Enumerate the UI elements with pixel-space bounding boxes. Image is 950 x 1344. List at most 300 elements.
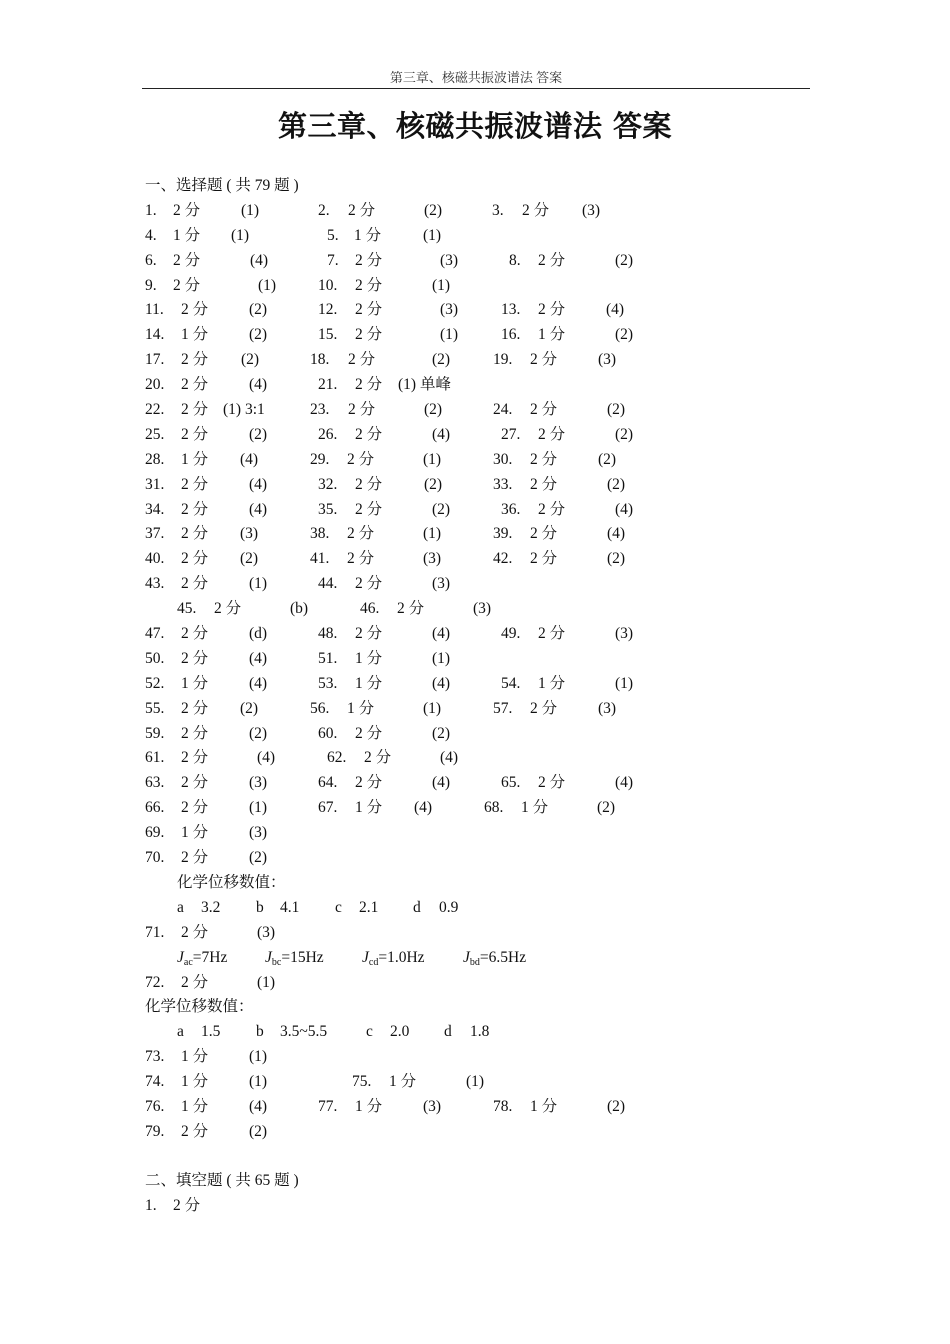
section-spacer <box>145 1146 825 1171</box>
q-points: 2 分 <box>173 276 201 294</box>
q-number: 54. <box>501 674 521 692</box>
q-number: 50. <box>145 649 165 667</box>
q-answer: (4) <box>432 774 451 792</box>
q-number: 70. <box>145 849 165 867</box>
q-answer: (b) <box>290 600 309 618</box>
q-answer: (2) <box>615 425 634 443</box>
q-points: 2 分 <box>355 724 383 742</box>
q-answer: (4) <box>432 425 451 443</box>
shift-value: 2.0 <box>390 1023 410 1041</box>
q-points: 2 分 <box>538 500 566 518</box>
q-points: 2 分 <box>397 600 425 618</box>
shift-key: b <box>256 1023 264 1041</box>
q-answer: (2) <box>240 550 259 568</box>
q-answer: (1) <box>257 973 276 991</box>
q-number: 53. <box>318 674 338 692</box>
q-number: 12. <box>318 301 338 319</box>
q-number: 39. <box>493 525 513 543</box>
q-number: 41. <box>310 550 330 568</box>
q-number: 32. <box>318 475 338 493</box>
q-answer: (3) <box>423 1097 442 1115</box>
q-points: 2 分 <box>530 525 558 543</box>
shift-value: 4.1 <box>280 898 300 916</box>
q-answer: (2) <box>249 1122 268 1140</box>
q-answer: (4) <box>249 649 268 667</box>
q-points: 2 分 <box>348 201 376 219</box>
q-number: 44. <box>318 575 338 593</box>
q-points: 2 分 <box>181 500 209 518</box>
q-answer: (2) <box>249 425 268 443</box>
chemical-shift-label-line <box>145 996 825 1021</box>
q-answer: (3) <box>257 923 276 941</box>
q-answer: (1) <box>615 674 634 692</box>
q-number: 21. <box>318 376 338 394</box>
q-points: 1 分 <box>355 1097 383 1115</box>
chemical-shift-label-line <box>145 872 825 897</box>
section-heading-line <box>145 1170 825 1195</box>
q-points: 2 分 <box>181 550 209 568</box>
q-answer: (1) <box>423 226 442 244</box>
q-points: 1 分 <box>355 799 383 817</box>
q-points: 2 分 <box>181 649 209 667</box>
q-answer: (2) <box>432 351 451 369</box>
answer-row <box>145 424 825 449</box>
q-answer: (1) <box>249 799 268 817</box>
answer-row <box>145 822 825 847</box>
answer-row <box>145 200 825 225</box>
q-number: 56. <box>310 699 330 717</box>
q-answer: (4) <box>249 376 268 394</box>
q-answer: (4) <box>257 749 276 767</box>
q-answer: (1) <box>432 649 451 667</box>
q-answer: (2) <box>249 849 268 867</box>
q-points: 1 分 <box>354 226 382 244</box>
q-points: 2 分 <box>181 475 209 493</box>
q-points: 2 分 <box>530 401 558 419</box>
q-answer: (3) <box>432 575 451 593</box>
q-points: 2 分 <box>364 749 392 767</box>
answer-row <box>145 698 825 723</box>
answer-row <box>145 548 825 573</box>
q-number: 57. <box>493 699 513 717</box>
answer-row <box>145 1195 825 1220</box>
q-points: 2 分 <box>181 699 209 717</box>
q-answer: (2) <box>424 475 443 493</box>
shift-key: b <box>256 898 264 916</box>
q-answer: (1) <box>231 226 250 244</box>
q-points: 2 分 <box>538 301 566 319</box>
q-points: 2 分 <box>538 425 566 443</box>
q-points: 2 分 <box>348 401 376 419</box>
q-answer: (3) <box>440 301 459 319</box>
q-points: 2 分 <box>530 475 558 493</box>
q-number: 3. <box>492 201 504 219</box>
q-number: 55. <box>145 699 165 717</box>
q-answer: (4) <box>440 749 459 767</box>
q-number: 47. <box>145 625 165 643</box>
coupling-constants <box>145 947 825 972</box>
q-answer: (3) <box>249 824 268 842</box>
q-number: 62. <box>327 749 347 767</box>
q-points: 2 分 <box>355 251 383 269</box>
q-number: 64. <box>318 774 338 792</box>
q-points: 2 分 <box>181 749 209 767</box>
answer-row <box>145 972 825 997</box>
q-points: 1 分 <box>355 674 383 692</box>
q-number: 2. <box>318 201 330 219</box>
q-number: 16. <box>501 326 521 344</box>
q-answer: (3) <box>582 201 601 219</box>
q-number: 23. <box>310 401 330 419</box>
q-points: 2 分 <box>355 475 383 493</box>
q-number: 28. <box>145 450 165 468</box>
q-answer: (3) <box>615 625 634 643</box>
q-points: 1 分 <box>538 326 566 344</box>
q-answer: (2) <box>424 201 443 219</box>
q-points: 1 分 <box>181 824 209 842</box>
q-points: 2 分 <box>538 251 566 269</box>
answer-row <box>145 648 825 673</box>
q-points: 1 分 <box>181 1048 209 1066</box>
shift-key: c <box>366 1023 373 1041</box>
q-number: 19. <box>493 351 513 369</box>
q-number: 77. <box>318 1097 338 1115</box>
q-number: 37. <box>145 525 165 543</box>
q-number: 6. <box>145 251 157 269</box>
q-points: 2 分 <box>355 500 383 518</box>
q-number: 38. <box>310 525 330 543</box>
q-answer: (3) <box>473 600 492 618</box>
q-answer: (1) <box>249 1073 268 1091</box>
answer-row <box>145 275 825 300</box>
q-answer: (2) <box>240 699 259 717</box>
q-number: 36. <box>501 500 521 518</box>
answer-row <box>145 723 825 748</box>
shift-key: d <box>444 1023 452 1041</box>
q-answer: (2) <box>424 401 443 419</box>
q-number: 13. <box>501 301 521 319</box>
q-number: 43. <box>145 575 165 593</box>
q-number: 26. <box>318 425 338 443</box>
q-answer: (4) <box>250 251 269 269</box>
q-points: 2 分 <box>173 201 201 219</box>
q-points: 2 分 <box>181 799 209 817</box>
coupling-constant: $J_{bc}=15Hz$ <box>265 948 324 968</box>
q-answer: (1) <box>466 1073 485 1091</box>
q-answer: (3) <box>249 774 268 792</box>
section-title: 一、选择题 ( 共 79 题 ) <box>145 177 299 194</box>
q-number: 46. <box>360 600 380 618</box>
q-number: 10. <box>318 276 338 294</box>
q-number: 17. <box>145 351 165 369</box>
q-points: 2 分 <box>348 351 376 369</box>
q-points: 2 分 <box>181 849 209 867</box>
q-number: 33. <box>493 475 513 493</box>
coupling-constant: $J_{ac}=7Hz$ <box>177 948 228 968</box>
coupling-constant: $J_{cd}=1.0Hz$ <box>362 948 425 968</box>
q-points: 2 分 <box>355 625 383 643</box>
q-points: 2 分 <box>355 425 383 443</box>
answer-row <box>145 598 825 623</box>
q-number: 66. <box>145 799 165 817</box>
answer-row <box>145 349 825 374</box>
q-number: 68. <box>484 799 504 817</box>
q-number: 27. <box>501 425 521 443</box>
q-points: 1 分 <box>347 699 375 717</box>
q-number: 69. <box>145 824 165 842</box>
q-points: 1 分 <box>389 1073 417 1091</box>
q-answer: (2) <box>607 550 626 568</box>
q-number: 72. <box>145 973 165 991</box>
answer-list <box>145 175 825 1220</box>
q-points: 2 分 <box>173 251 201 269</box>
q-answer: (1) <box>249 575 268 593</box>
answer-row <box>145 623 825 648</box>
q-number: 76. <box>145 1097 165 1115</box>
q-number: 11. <box>145 301 164 319</box>
q-answer: (1) <box>423 525 442 543</box>
q-number: 49. <box>501 625 521 643</box>
q-points: 2 分 <box>347 525 375 543</box>
q-number: 59. <box>145 724 165 742</box>
q-answer: (1) <box>241 201 260 219</box>
q-points: 1 分 <box>173 226 201 244</box>
q-points: 1 分 <box>181 674 209 692</box>
q-points: 2 分 <box>538 774 566 792</box>
q-answer: (1) <box>423 450 442 468</box>
q-answer: (2) <box>249 301 268 319</box>
q-number: 5. <box>327 226 339 244</box>
q-number: 14. <box>145 326 165 344</box>
answer-row <box>145 1121 825 1146</box>
q-answer: (d) <box>249 625 268 643</box>
shift-value: 3.2 <box>201 898 221 916</box>
q-points: 2 分 <box>355 774 383 792</box>
answer-row <box>145 573 825 598</box>
q-number: 61. <box>145 749 165 767</box>
q-points: 2 分 <box>355 276 383 294</box>
chemical-shift-label: 化学位移数值： <box>145 998 254 1016</box>
answer-row <box>145 747 825 772</box>
q-answer: (1) <box>249 1048 268 1066</box>
q-points: 1 分 <box>355 649 383 667</box>
q-points: 1 分 <box>521 799 549 817</box>
q-number: 71. <box>145 923 165 941</box>
q-number: 1. <box>145 201 157 219</box>
answer-row <box>145 399 825 424</box>
q-number: 34. <box>145 500 165 518</box>
q-points: 2 分 <box>181 351 209 369</box>
q-answer: (2) <box>598 450 617 468</box>
q-answer: (4) <box>414 799 433 817</box>
q-number: 22. <box>145 401 165 419</box>
q-answer: (1) <box>258 276 277 294</box>
q-points: 2 分 <box>355 301 383 319</box>
answer-row <box>145 299 825 324</box>
q-answer: (1) 3:1 <box>223 401 265 419</box>
q-answer: (2) <box>607 401 626 419</box>
answer-row <box>145 474 825 499</box>
answer-row <box>145 225 825 250</box>
q-answer: (3) <box>440 251 459 269</box>
q-points: 2 分 <box>355 326 383 344</box>
answer-row <box>145 1096 825 1121</box>
q-points: 2 分 <box>181 1122 209 1140</box>
q-answer: (2) <box>597 799 616 817</box>
q-number: 31. <box>145 475 165 493</box>
q-number: 78. <box>493 1097 513 1115</box>
q-points: 2 分 <box>530 450 558 468</box>
q-points: 2 分 <box>181 376 209 394</box>
q-number: 45. <box>177 600 197 618</box>
shift-value: 1.8 <box>470 1023 490 1041</box>
shift-value: 2.1 <box>359 898 379 916</box>
q-points: 2 分 <box>522 201 550 219</box>
q-answer: (4) <box>432 674 451 692</box>
answer-row <box>145 922 825 947</box>
q-number: 15. <box>318 326 338 344</box>
q-points: 2 分 <box>181 425 209 443</box>
q-number: 1. <box>145 1197 157 1215</box>
q-answer: (2) <box>607 1097 626 1115</box>
section-title: 二、填空题 ( 共 65 题 ) <box>145 1172 299 1190</box>
q-points: 2 分 <box>530 351 558 369</box>
chemical-shift-values <box>145 1021 825 1046</box>
shift-value: 1.5 <box>201 1023 221 1041</box>
q-answer: (4) <box>249 500 268 518</box>
q-points: 2 分 <box>181 973 209 991</box>
q-points: 2 分 <box>181 774 209 792</box>
q-answer: (4) <box>607 525 626 543</box>
answer-row <box>145 523 825 548</box>
q-number: 18. <box>310 351 330 369</box>
shift-key: a <box>177 1023 184 1041</box>
shift-key: c <box>335 898 342 916</box>
q-answer: (4) <box>606 301 625 319</box>
answer-row <box>145 1071 825 1096</box>
answer-row <box>145 250 825 275</box>
q-number: 35. <box>318 500 338 518</box>
q-points: 1 分 <box>181 1073 209 1091</box>
q-answer: (4) <box>249 475 268 493</box>
answer-row <box>145 673 825 698</box>
q-number: 30. <box>493 450 513 468</box>
q-number: 25. <box>145 425 165 443</box>
q-points: 1 分 <box>181 450 209 468</box>
header-divider <box>142 88 810 89</box>
page-title: 第三章、核磁共振波谱法 答案 <box>277 109 673 143</box>
q-answer: (4) <box>615 500 634 518</box>
q-number: 74. <box>145 1073 165 1091</box>
shift-value: 0.9 <box>439 898 459 916</box>
q-number: 8. <box>509 251 521 269</box>
q-answer: (4) <box>615 774 634 792</box>
q-points: 2 分 <box>214 600 242 618</box>
q-points: 2 分 <box>538 625 566 643</box>
q-answer: (1) <box>432 276 451 294</box>
section-heading-line <box>145 175 825 200</box>
q-answer: (2) <box>615 251 634 269</box>
q-number: 4. <box>145 226 157 244</box>
answer-row <box>145 499 825 524</box>
q-points: 2 分 <box>355 376 383 394</box>
q-answer: (1) 单峰 <box>398 376 451 394</box>
q-number: 65. <box>501 774 521 792</box>
q-points: 2 分 <box>173 1197 201 1215</box>
q-number: 48. <box>318 625 338 643</box>
answer-row <box>145 772 825 797</box>
q-points: 2 分 <box>181 724 209 742</box>
q-points: 2 分 <box>181 923 209 941</box>
shift-key: a <box>177 898 184 916</box>
q-answer: (2) <box>249 724 268 742</box>
q-points: 2 分 <box>181 401 209 419</box>
q-points: 1 分 <box>181 326 209 344</box>
q-number: 29. <box>310 450 330 468</box>
q-points: 2 分 <box>530 550 558 568</box>
q-points: 2 分 <box>181 525 209 543</box>
coupling-constant: $J_{bd}=6.5Hz$ <box>463 948 527 968</box>
q-answer: (2) <box>241 351 260 369</box>
q-points: 2 分 <box>355 575 383 593</box>
answer-row <box>145 797 825 822</box>
answer-row <box>145 324 825 349</box>
q-points: 2 分 <box>347 550 375 568</box>
q-number: 63. <box>145 774 165 792</box>
q-number: 67. <box>318 799 338 817</box>
q-points: 2 分 <box>181 301 209 319</box>
q-number: 73. <box>145 1048 165 1066</box>
q-number: 60. <box>318 724 338 742</box>
q-points: 2 分 <box>347 450 375 468</box>
shift-value: 3.5~5.5 <box>280 1023 328 1041</box>
q-answer: (3) <box>598 699 617 717</box>
answer-row <box>145 449 825 474</box>
q-answer: (1) <box>423 699 442 717</box>
q-answer: (4) <box>240 450 259 468</box>
q-points: 1 分 <box>538 674 566 692</box>
shift-key: d <box>413 898 421 916</box>
q-answer: (4) <box>249 674 268 692</box>
q-number: 20. <box>145 376 165 394</box>
q-answer: (2) <box>432 500 451 518</box>
q-answer: (3) <box>423 550 442 568</box>
q-number: 9. <box>145 276 157 294</box>
q-number: 52. <box>145 674 165 692</box>
chemical-shift-label: 化学位移数值： <box>177 873 286 891</box>
q-number: 51. <box>318 649 338 667</box>
q-answer: (3) <box>240 525 259 543</box>
q-answer: (4) <box>249 1097 268 1115</box>
q-answer: (3) <box>598 351 617 369</box>
q-number: 24. <box>493 401 513 419</box>
q-number: 75. <box>352 1073 372 1091</box>
q-answer: (2) <box>432 724 451 742</box>
answer-row <box>145 1046 825 1071</box>
q-answer: (2) <box>615 326 634 344</box>
q-points: 2 分 <box>530 699 558 717</box>
answer-row <box>145 847 825 872</box>
q-points: 2 分 <box>181 575 209 593</box>
q-number: 40. <box>145 550 165 568</box>
q-points: 1 分 <box>181 1097 209 1115</box>
q-answer: (2) <box>607 475 626 493</box>
q-answer: (1) <box>440 326 459 344</box>
q-number: 42. <box>493 550 513 568</box>
q-number: 7. <box>327 251 339 269</box>
q-points: 1 分 <box>530 1097 558 1115</box>
running-header: 第三章、核磁共振波谱法 答案 <box>389 70 563 85</box>
